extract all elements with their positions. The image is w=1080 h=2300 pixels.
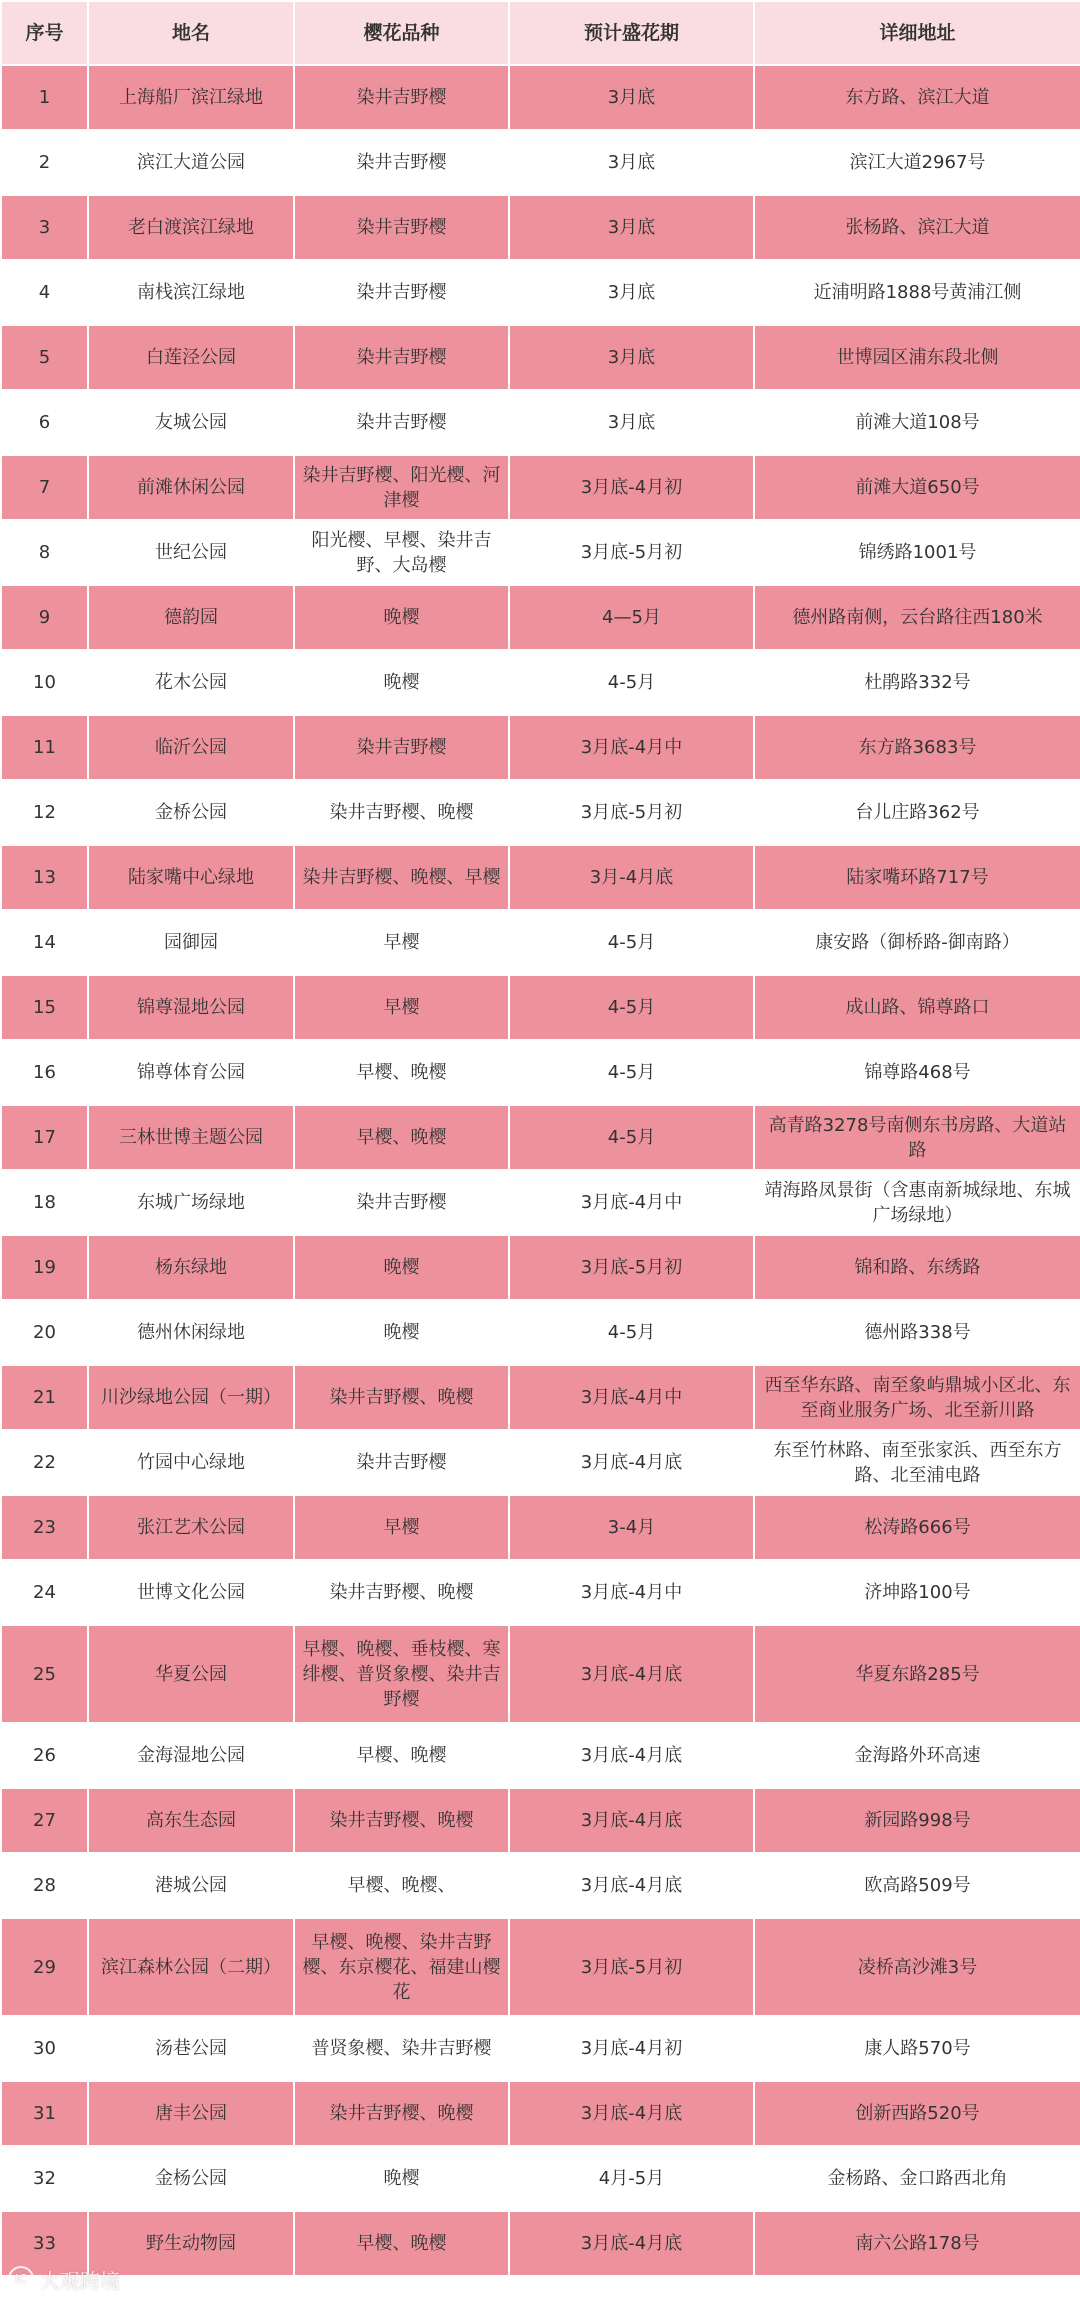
cell-variety: 染井吉野樱	[294, 715, 509, 780]
cell-variety: 染井吉野樱	[294, 325, 509, 390]
cell-bloom-period: 3月底	[509, 65, 754, 130]
cell-bloom-period: 3月底-4月中	[509, 1170, 754, 1235]
cell-variety: 早樱、晚樱	[294, 2211, 509, 2276]
cell-place-name: 锦尊湿地公园	[88, 975, 294, 1040]
table-row	[1, 1430, 1080, 1495]
cell-bloom-period: 4月-5月	[509, 2146, 754, 2211]
cell-address: 靖海路凤景街（含惠南新城绿地、东城广场绿地）	[754, 1170, 1080, 1235]
cell-index: 13	[1, 845, 88, 910]
cell-place-name: 竹园中心绿地	[88, 1430, 294, 1495]
cell-index: 4	[1, 260, 88, 325]
cell-index: 21	[1, 1365, 88, 1430]
cell-bloom-period: 3月底-4月底	[509, 1625, 754, 1723]
cell-variety: 早樱、晚樱	[294, 1105, 509, 1170]
cell-variety: 染井吉野樱	[294, 65, 509, 130]
cell-variety: 晚樱	[294, 1300, 509, 1365]
cell-bloom-period: 3月底-4月底	[509, 1788, 754, 1853]
cell-variety: 早樱	[294, 910, 509, 975]
cell-address: 台儿庄路362号	[754, 780, 1080, 845]
cell-bloom-period: 4-5月	[509, 1040, 754, 1105]
table-row	[1, 1365, 1080, 1430]
cell-place-name: 友城公园	[88, 390, 294, 455]
cell-variety: 染井吉野樱	[294, 1430, 509, 1495]
cell-index: 25	[1, 1625, 88, 1723]
cell-bloom-period: 3月底	[509, 325, 754, 390]
cell-bloom-period: 4-5月	[509, 650, 754, 715]
cell-variety: 晚樱	[294, 2146, 509, 2211]
header-bloom-period: 预计盛花期	[509, 1, 754, 65]
cell-index: 1	[1, 65, 88, 130]
cell-variety: 早樱、晚樱、染井吉野樱、东京樱花、福建山樱花	[294, 1918, 509, 2016]
cell-bloom-period: 3月底-5月初	[509, 1918, 754, 2016]
cell-place-name: 金杨公园	[88, 2146, 294, 2211]
table-row	[1, 1105, 1080, 1170]
cell-place-name: 花木公园	[88, 650, 294, 715]
table-row	[1, 260, 1080, 325]
table-row	[1, 455, 1080, 520]
cell-place-name: 张江艺术公园	[88, 1495, 294, 1560]
cell-index: 24	[1, 1560, 88, 1625]
header-address: 详细地址	[754, 1, 1080, 65]
cell-address: 锦绣路1001号	[754, 520, 1080, 585]
cell-address: 金海路外环高速	[754, 1723, 1080, 1788]
cell-index: 26	[1, 1723, 88, 1788]
watermark	[8, 2264, 120, 2294]
cell-index: 10	[1, 650, 88, 715]
table-row	[1, 910, 1080, 975]
cell-variety: 早樱、晚樱、	[294, 1853, 509, 1918]
cell-place-name: 德州休闲绿地	[88, 1300, 294, 1365]
table-row	[1, 1918, 1080, 2016]
cell-address: 西至华东路、南至象屿鼎城小区北、东至商业服务广场、北至新川路	[754, 1365, 1080, 1430]
cell-variety: 染井吉野樱	[294, 130, 509, 195]
table-row	[1, 585, 1080, 650]
cell-place-name: 南栈滨江绿地	[88, 260, 294, 325]
watermark-text: 大观跨境	[40, 2268, 120, 2293]
cell-place-name: 滨江森林公园（二期）	[88, 1918, 294, 2016]
cell-place-name: 世博文化公园	[88, 1560, 294, 1625]
cell-index: 17	[1, 1105, 88, 1170]
table-row	[1, 1235, 1080, 1300]
table-row	[1, 65, 1080, 130]
cell-address: 张杨路、滨江大道	[754, 195, 1080, 260]
cell-variety: 染井吉野樱	[294, 390, 509, 455]
cell-place-name: 杨东绿地	[88, 1235, 294, 1300]
table-row	[1, 2211, 1080, 2276]
cell-index: 31	[1, 2081, 88, 2146]
cell-variety: 普贤象樱、染井吉野樱	[294, 2016, 509, 2081]
table-row	[1, 1788, 1080, 1853]
cell-variety: 染井吉野樱、晚樱	[294, 2081, 509, 2146]
cell-variety: 早樱	[294, 975, 509, 1040]
cell-index: 23	[1, 1495, 88, 1560]
cell-bloom-period: 3月底-4月底	[509, 1723, 754, 1788]
cell-index: 15	[1, 975, 88, 1040]
cell-index: 16	[1, 1040, 88, 1105]
cell-place-name: 园御园	[88, 910, 294, 975]
table-body	[1, 65, 1080, 2276]
cell-place-name: 锦尊体育公园	[88, 1040, 294, 1105]
cell-index: 2	[1, 130, 88, 195]
cell-bloom-period: 3月底-4月中	[509, 1560, 754, 1625]
cell-place-name: 华夏公园	[88, 1625, 294, 1723]
cell-index: 12	[1, 780, 88, 845]
table-row	[1, 520, 1080, 585]
cell-bloom-period: 3月-4月底	[509, 845, 754, 910]
table-row	[1, 1853, 1080, 1918]
cell-place-name: 临沂公园	[88, 715, 294, 780]
cell-variety: 晚樱	[294, 585, 509, 650]
cell-bloom-period: 3月底-4月中	[509, 715, 754, 780]
table-row	[1, 1495, 1080, 1560]
cell-address: 杜鹃路332号	[754, 650, 1080, 715]
cell-index: 28	[1, 1853, 88, 1918]
cell-address: 锦和路、东绣路	[754, 1235, 1080, 1300]
cell-variety: 染井吉野樱、阳光樱、河津樱	[294, 455, 509, 520]
cell-place-name: 金桥公园	[88, 780, 294, 845]
cell-index: 8	[1, 520, 88, 585]
cell-place-name: 汤巷公园	[88, 2016, 294, 2081]
cell-bloom-period: 4-5月	[509, 910, 754, 975]
cell-address: 前滩大道108号	[754, 390, 1080, 455]
cell-address: 高青路3278号南侧东书房路、大道站路	[754, 1105, 1080, 1170]
cell-place-name: 德韵园	[88, 585, 294, 650]
cell-place-name: 东城广场绿地	[88, 1170, 294, 1235]
cell-address: 东方路、滨江大道	[754, 65, 1080, 130]
cell-bloom-period: 3月底-4月底	[509, 1430, 754, 1495]
table-row	[1, 975, 1080, 1040]
cell-address: 陆家嘴环路717号	[754, 845, 1080, 910]
cell-place-name: 滨江大道公园	[88, 130, 294, 195]
cell-bloom-period: 4-5月	[509, 1300, 754, 1365]
cell-variety: 早樱	[294, 1495, 509, 1560]
cell-place-name: 三林世博主题公园	[88, 1105, 294, 1170]
cell-bloom-period: 3-4月	[509, 1495, 754, 1560]
cell-address: 康安路（御桥路-御南路）	[754, 910, 1080, 975]
cell-address: 锦尊路468号	[754, 1040, 1080, 1105]
table-row	[1, 650, 1080, 715]
cell-address: 滨江大道2967号	[754, 130, 1080, 195]
cell-variety: 早樱、晚樱	[294, 1723, 509, 1788]
cell-place-name: 野生动物园	[88, 2211, 294, 2276]
cell-variety: 晚樱	[294, 1235, 509, 1300]
cell-bloom-period: 4-5月	[509, 1105, 754, 1170]
cell-address: 东方路3683号	[754, 715, 1080, 780]
table-row	[1, 1040, 1080, 1105]
cell-bloom-period: 3月底-4月底	[509, 2211, 754, 2276]
cell-address: 新园路998号	[754, 1788, 1080, 1853]
cell-address: 凌桥高沙滩3号	[754, 1918, 1080, 2016]
cell-bloom-period: 3月底-4月初	[509, 2016, 754, 2081]
cell-place-name: 川沙绿地公园（一期）	[88, 1365, 294, 1430]
cell-index: 6	[1, 390, 88, 455]
cell-bloom-period: 3月底	[509, 260, 754, 325]
cell-index: 19	[1, 1235, 88, 1300]
header-index: 序号	[1, 1, 88, 65]
cell-address: 世博园区浦东段北侧	[754, 325, 1080, 390]
cell-address: 金杨路、金口路西北角	[754, 2146, 1080, 2211]
cell-bloom-period: 3月底-5月初	[509, 780, 754, 845]
table-row	[1, 2016, 1080, 2081]
cell-address: 德州路南侧，云台路往西180米	[754, 585, 1080, 650]
table-row	[1, 2081, 1080, 2146]
cell-bloom-period: 3月底-4月底	[509, 1853, 754, 1918]
cell-place-name: 唐丰公园	[88, 2081, 294, 2146]
table-row	[1, 1560, 1080, 1625]
table-row	[1, 325, 1080, 390]
cell-bloom-period: 3月底	[509, 390, 754, 455]
cell-index: 27	[1, 1788, 88, 1853]
cell-index: 7	[1, 455, 88, 520]
cell-variety: 晚樱	[294, 650, 509, 715]
cell-address: 松涛路666号	[754, 1495, 1080, 1560]
table-row	[1, 195, 1080, 260]
cell-index: 29	[1, 1918, 88, 2016]
table-row	[1, 715, 1080, 780]
cell-place-name: 白莲泾公园	[88, 325, 294, 390]
cell-address: 德州路338号	[754, 1300, 1080, 1365]
cell-place-name: 前滩休闲公园	[88, 455, 294, 520]
watermark-logo-icon: IC	[8, 2266, 34, 2292]
cell-address: 欧高路509号	[754, 1853, 1080, 1918]
cell-variety: 染井吉野樱、晚樱、早樱	[294, 845, 509, 910]
cell-bloom-period: 3月底	[509, 130, 754, 195]
cell-bloom-period: 3月底-5月初	[509, 520, 754, 585]
cell-index: 14	[1, 910, 88, 975]
cell-address: 济坤路100号	[754, 1560, 1080, 1625]
cell-place-name: 高东生态园	[88, 1788, 294, 1853]
table-row	[1, 845, 1080, 910]
table-row	[1, 1300, 1080, 1365]
cell-variety: 早樱、晚樱	[294, 1040, 509, 1105]
header-variety: 樱花品种	[294, 1, 509, 65]
cell-place-name: 世纪公园	[88, 520, 294, 585]
cell-variety: 早樱、晚樱、垂枝樱、寒绯樱、普贤象樱、染井吉野樱	[294, 1625, 509, 1723]
cell-index: 18	[1, 1170, 88, 1235]
cell-bloom-period: 3月底-4月中	[509, 1365, 754, 1430]
cell-bloom-period: 3月底-4月初	[509, 455, 754, 520]
cell-variety: 阳光樱、早樱、染井吉野、大岛樱	[294, 520, 509, 585]
cell-index: 5	[1, 325, 88, 390]
table-row	[1, 2146, 1080, 2211]
table-row	[1, 1170, 1080, 1235]
cell-bloom-period: 4-5月	[509, 975, 754, 1040]
cell-address: 华夏东路285号	[754, 1625, 1080, 1723]
cell-place-name: 上海船厂滨江绿地	[88, 65, 294, 130]
cell-address: 东至竹林路、南至张家浜、西至东方路、北至浦电路	[754, 1430, 1080, 1495]
table-row	[1, 780, 1080, 845]
cell-variety: 染井吉野樱	[294, 260, 509, 325]
cell-variety: 染井吉野樱	[294, 1170, 509, 1235]
cell-place-name: 港城公园	[88, 1853, 294, 1918]
cell-variety: 染井吉野樱、晚樱	[294, 1788, 509, 1853]
cell-index: 11	[1, 715, 88, 780]
cell-bloom-period: 3月底-4月底	[509, 2081, 754, 2146]
table-row	[1, 1625, 1080, 1723]
cell-address: 近浦明路1888号黄浦江侧	[754, 260, 1080, 325]
cell-place-name: 金海湿地公园	[88, 1723, 294, 1788]
cell-index: 33	[1, 2211, 88, 2276]
table-row	[1, 130, 1080, 195]
header-place-name: 地名	[88, 1, 294, 65]
cell-index: 3	[1, 195, 88, 260]
cell-address: 南六公路178号	[754, 2211, 1080, 2276]
cell-address: 成山路、锦尊路口	[754, 975, 1080, 1040]
cell-bloom-period: 3月底-5月初	[509, 1235, 754, 1300]
table-row	[1, 1723, 1080, 1788]
table-header-row	[1, 1, 1080, 65]
cell-variety: 染井吉野樱、晚樱	[294, 780, 509, 845]
cell-address: 前滩大道650号	[754, 455, 1080, 520]
cell-index: 30	[1, 2016, 88, 2081]
cell-bloom-period: 4—5月	[509, 585, 754, 650]
cell-place-name: 陆家嘴中心绿地	[88, 845, 294, 910]
cell-index: 20	[1, 1300, 88, 1365]
cell-variety: 染井吉野樱、晚樱	[294, 1560, 509, 1625]
cell-index: 32	[1, 2146, 88, 2211]
table-row	[1, 390, 1080, 455]
cell-variety: 染井吉野樱、晚樱	[294, 1365, 509, 1430]
cell-address: 康人路570号	[754, 2016, 1080, 2081]
cell-index: 9	[1, 585, 88, 650]
cell-index: 22	[1, 1430, 88, 1495]
cell-bloom-period: 3月底	[509, 195, 754, 260]
cell-variety: 染井吉野樱	[294, 195, 509, 260]
cell-address: 创新西路520号	[754, 2081, 1080, 2146]
cell-place-name: 老白渡滨江绿地	[88, 195, 294, 260]
